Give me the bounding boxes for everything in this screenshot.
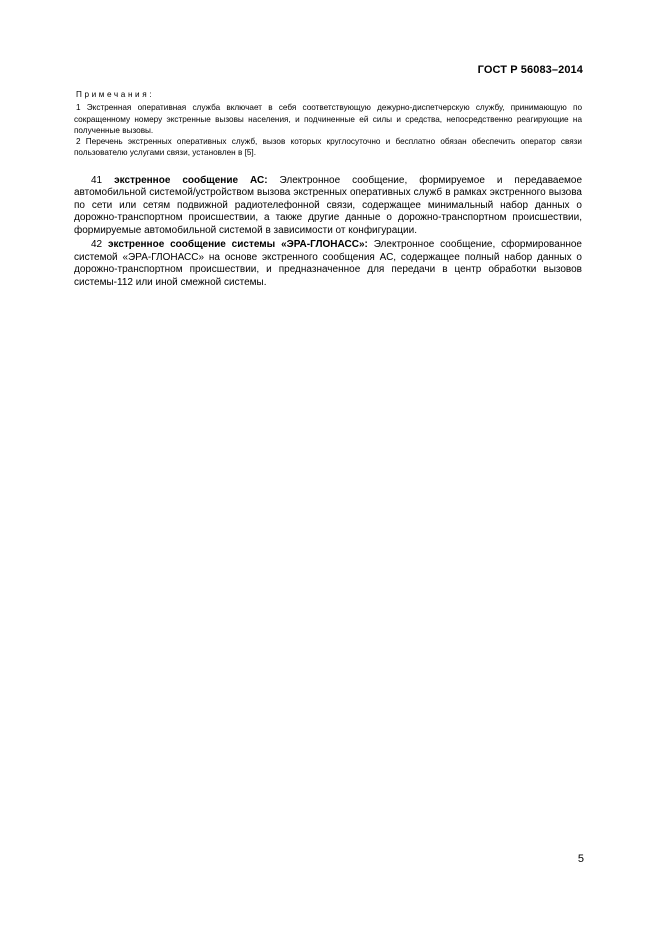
term-entry-42 [74, 239, 582, 289]
notes-block [74, 89, 582, 159]
page-content [74, 89, 582, 289]
term-title: экстренное сообщение системы «ЭРА-ГЛОНАСС»: [107, 239, 368, 251]
term-title: экстренное сообщение АС: [114, 174, 268, 186]
note-item-1: 1 Экстренная оперативная служба включает в себя соответствующую дежурно-диспетчерскую службу, принимающую по сокращенному номеру экстренные вызовы населения, и подчиненные ей силы и средства, непосредственно реагирующие на полученные вызовы. [74, 103, 582, 135]
term-entry-41 [74, 175, 582, 238]
term-definition: Электронное сообщение, сформированное системой «ЭРА-ГЛОНАСС» на основе экстренного сообщения АС, содержащее полный набор данных о дорожно-транспортном происшествии, и предназначенное для передачи в центр обработки вызовов системы-112 или иной смежной системы. [74, 239, 582, 288]
note-item-2: 2 Перечень экстренных оперативных служб, вызов которых круглосуточно и бесплатно обязан обеспечить оператор связи пользователю услугами связи, установлен в [5]. [74, 137, 582, 158]
term-number: 41 [91, 174, 103, 186]
standard-code: ГОСТ Р 56083–2014 [477, 64, 583, 76]
notes-title: Примечания: [76, 90, 155, 99]
page-number: 5 [577, 853, 584, 865]
term-definition: Электронное сообщение, формируемое и передаваемое автомобильной системой/устройством вызова экстренных оперативных служб в рамках экстренного вызова по сети или сетям подвижной радиотелефонной связи, содержащее минимальный набор данных о дорожно-транспортном происшествии, а также другие данные о дорожно-транспортном происшествии, формируемые автомобильной системой в зависимости от конфигурации. [74, 174, 583, 236]
term-number: 42 [91, 239, 103, 251]
